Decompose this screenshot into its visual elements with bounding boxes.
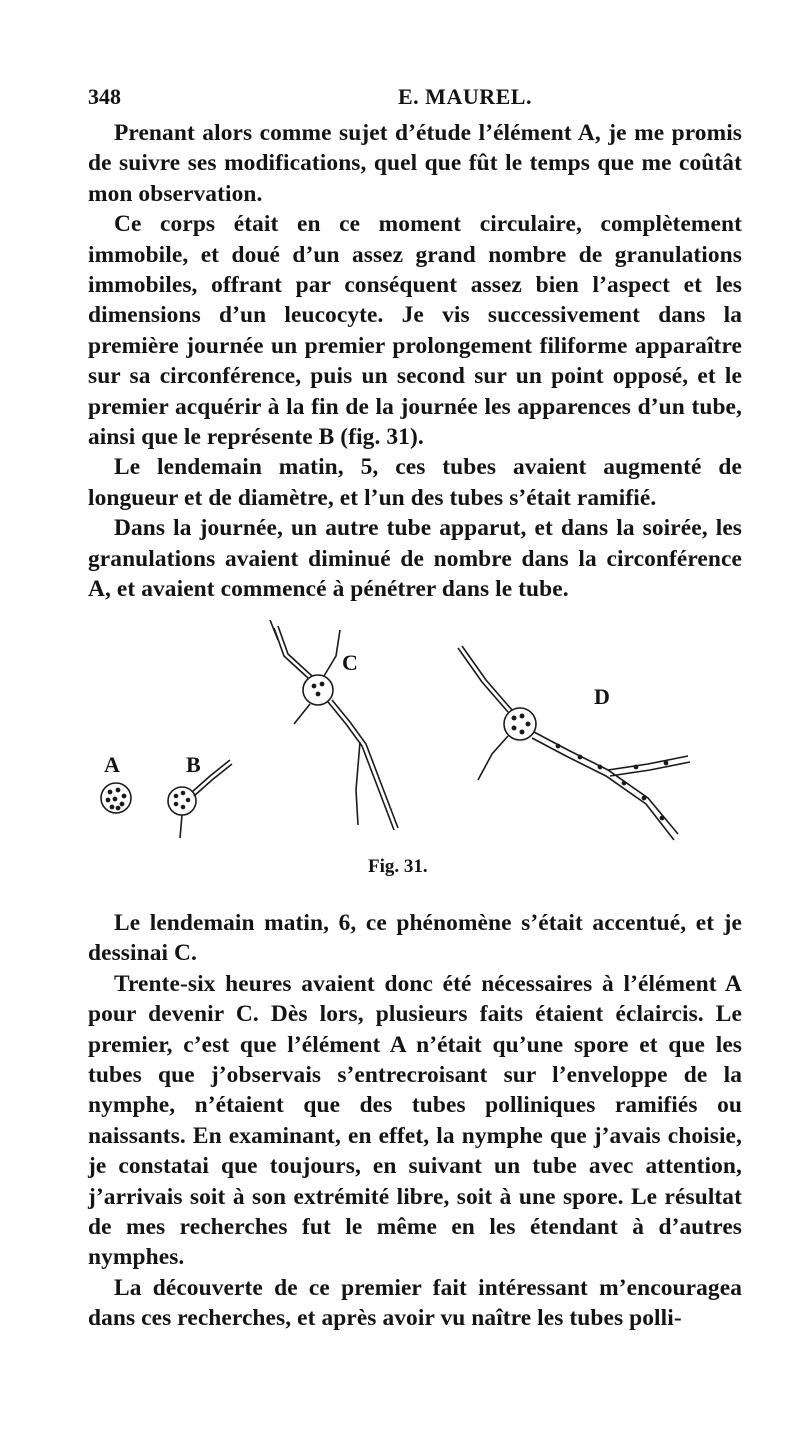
figure-label-c: C [342, 650, 358, 675]
figure-caption: Fig. 31. [368, 856, 428, 877]
text-block-top [88, 118, 742, 605]
paragraph: Prenant alors comme sujet d’étude l’élément A, je me promis de suivre ses modifications, quel que fût le temps que me coûtât mon observation. [88, 120, 742, 207]
page-header [88, 84, 730, 118]
figure-31 [88, 620, 742, 880]
paragraph: Le lendemain matin, 5, ces tubes avaient augmenté de longueur et de diamètre, et l’un des tubes s’était ramifié. [88, 454, 742, 511]
figure-label-a: A [104, 752, 120, 777]
running-title: E. MAUREL. [398, 84, 532, 109]
spore-a-drawing [101, 783, 131, 813]
text-block-bottom [88, 908, 742, 1334]
figure-label-d: D [594, 684, 610, 709]
paragraph: Le lendemain matin, 6, ce phénomène s’était accentué, et je dessinai C. [88, 910, 742, 967]
paragraph: La découverte de ce premier fait intéressant m’encouragea dans ces recherches, et après avoir vu naître les tubes polli- [88, 1274, 742, 1332]
paragraph: Trente-six heures avaient donc été nécessaires à l’élément A pour devenir C. Dès lors, plusieurs faits étaient éclaircis. Le premier, c’est que l’élément A n’était qu’une spore et que les tubes que j’observais s’entrecroisant sur l’enveloppe de la nymphe, n’étaient que des tubes polliniques ramifiés ou naissants. En examinant, en effet, la nymphe que j’avais choisie, je constatai que toujours, en suivant un tube avec attention, j’arrivais soit à son extrémité libre, soit à une spore. Le résultat de mes recherches fut le même en les étendant à d’autres nymphes. [88, 970, 742, 1271]
paragraph: Dans la journée, un autre tube apparut, et dans la soirée, les granulations avaient diminué de nombre dans la circonférence A, et avaient commencé à pénétrer dans le tube. [88, 515, 742, 603]
paragraph: Ce corps était en ce moment circulaire, complètement immobile, et doué d’un assez grand nombre de granulations immobiles, offrant par conséquent assez bien l’aspect et les dimensions d’un leucocyte. Je vis successivement dans la première journée un premier prolongement filiforme apparaître sur sa circonférence, puis un second sur un point opposé, et le premier acquérir à la fin de la journée les apparences d’un tube, ainsi que le représente B (fig. 31). [88, 211, 742, 451]
page-number: 348 [88, 84, 121, 109]
spore-c-drawing [270, 620, 398, 830]
spore-illustration [88, 620, 742, 880]
spore-d-drawing [458, 646, 690, 840]
figure-label-b: B [186, 752, 201, 777]
